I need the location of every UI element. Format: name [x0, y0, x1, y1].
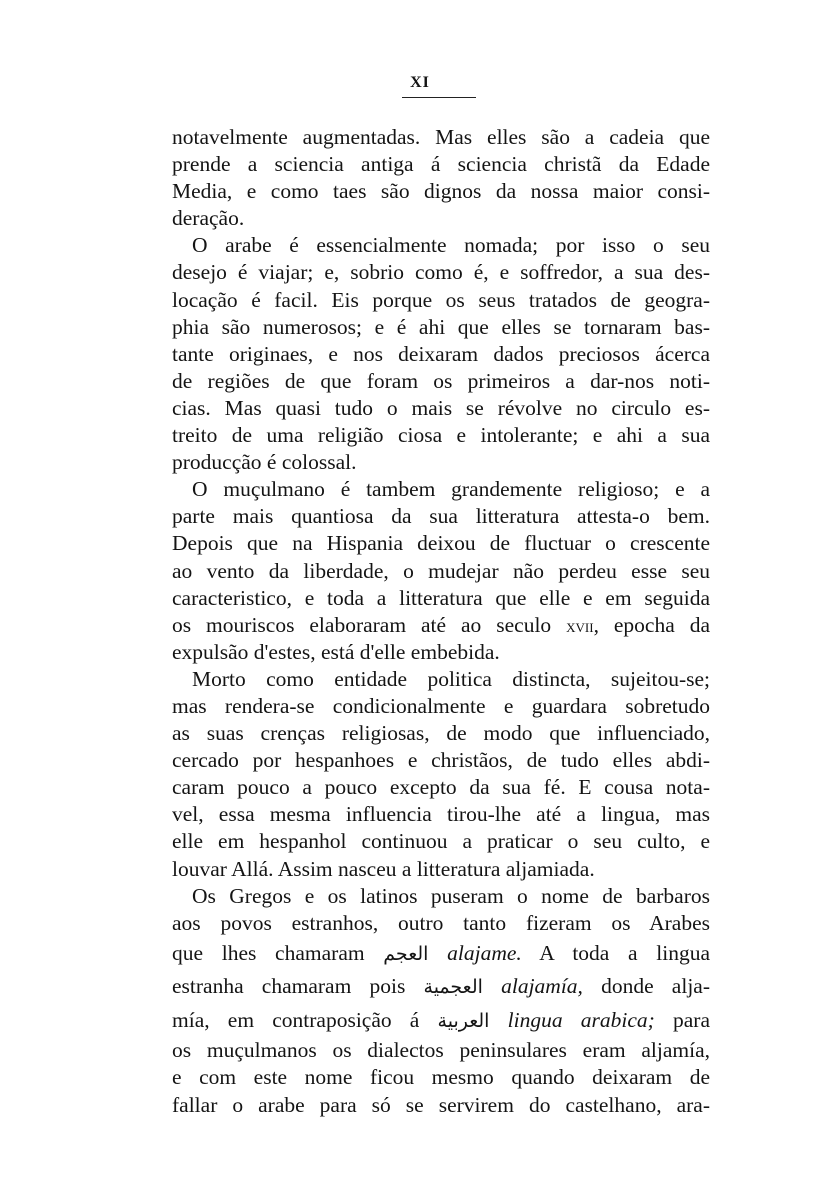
text-line: cercado por hespanhoes e christãos, de tudo elles abdi-: [172, 748, 710, 773]
text-fragment: donde alja-: [582, 974, 710, 999]
text-line: elle em hespanhol continuou a praticar o seu culto, e: [172, 829, 710, 854]
text-line: Os Gregos e os latinos puseram o nome de barbaros: [192, 883, 710, 908]
text-line: O arabe é essencialmente nomada; por isso o seu: [192, 233, 710, 258]
text-fragment: mía, em contraposição á: [172, 1007, 438, 1032]
text-line: prende a sciencia antiga á sciencia christã da Edade: [172, 152, 710, 177]
text-line: notavelmente augmentadas. Mas elles são a cadeia que: [172, 125, 710, 149]
text-fragment: A toda a lingua: [521, 940, 711, 965]
transliteration: alajamía,: [501, 974, 583, 999]
text-line: Depois que na Hispania deixou de fluctuar o crescente: [172, 531, 710, 556]
text-fragment: para: [654, 1007, 710, 1032]
arabic-word-ajam: العجم: [383, 942, 429, 965]
text-line: aos povos estranhos, outro tanto fizeram os Arabes: [172, 910, 710, 935]
header-rule: [402, 97, 476, 98]
text-line: producção é colossal.: [172, 450, 357, 475]
text-line: as suas crenças religiosas, de modo que influenciado,: [172, 721, 710, 746]
text-line: deração.: [172, 206, 245, 231]
text-line: e com este nome ficou mesmo quando deixaram de: [172, 1065, 710, 1090]
text-fragment: os mouriscos elaboraram até ao seculo: [172, 612, 567, 637]
text-line: O muçulmano é tambem grandemente religioso; e a: [192, 477, 710, 502]
text-line: locação é facil. Eis porque os seus tratados de geogra-: [172, 287, 710, 312]
transliteration: lingua arabica;: [507, 1007, 655, 1032]
body-text: [172, 124, 710, 1119]
text-line: phia são numerosos; e é ahi que elles se tornaram bas-: [172, 314, 710, 339]
text-line: louvar Allá. Assim nasceu a litteratura aljamiada.: [172, 856, 595, 881]
arabic-word-ajamia: العجمية: [423, 976, 483, 999]
text-line: Morto como entidade politica distincta, sujeitou-se;: [192, 666, 710, 691]
text-line: [172, 970, 710, 1004]
transliteration: alajame.: [447, 940, 522, 965]
text-line: desejo é viajar; e, sobrio como é, e soffredor, a sua des-: [172, 260, 710, 285]
text-line: [172, 612, 710, 639]
arabic-word-arabiya: العربية: [437, 1009, 490, 1032]
text-line: parte mais quantiosa da sua litteratura attesta-o bem.: [172, 504, 710, 529]
text-line: fallar o arabe para só se servirem do castelhano, ara-: [172, 1092, 710, 1117]
page-number: XI: [410, 74, 430, 91]
text-line: treito de uma religião ciosa e intolerante; e ahi a sua: [172, 423, 710, 448]
text-line: cias. Mas quasi tudo o mais se révolve no circulo es-: [172, 395, 710, 420]
text-line: [172, 937, 710, 971]
text-line: mas rendera-se condicionalmente e guardara sobretudo: [172, 693, 710, 718]
text-line: caracteristico, e toda a litteratura que elle e em seguida: [172, 585, 710, 610]
text-line: tante originaes, e nos deixaram dados preciosos ácerca: [172, 341, 710, 366]
text-line: [172, 1004, 710, 1038]
text-line: de regiões de que foram os primeiros a dar-nos noti-: [172, 368, 710, 393]
text-line: expulsão d'estes, está d'elle embebida.: [172, 639, 500, 664]
text-fragment: estranha chamaram pois: [172, 974, 424, 999]
text-fragment: que lhes chamaram: [172, 940, 384, 965]
text-line: os muçulmanos os dialectos peninsulares eram aljamía,: [172, 1038, 710, 1063]
text-line: vel, essa mesma influencia tirou-lhe até a lingua, mas: [172, 802, 710, 827]
text-line: caram pouco a pouco excepto da sua fé. E cousa nota-: [172, 775, 710, 800]
text-line: Media, e como taes são dignos da nossa maior consi-: [172, 179, 710, 204]
text-line: ao vento da liberdade, o mudejar não perdeu esse seu: [172, 558, 710, 583]
text-fragment: , epocha da: [593, 612, 710, 637]
century-numeral: xvii: [566, 615, 594, 636]
